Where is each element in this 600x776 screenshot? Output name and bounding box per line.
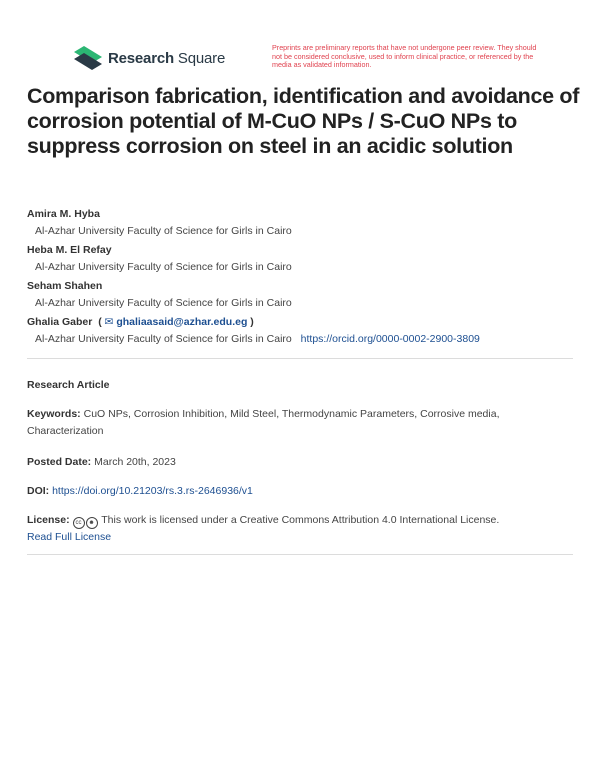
article-type: Research Article	[27, 379, 110, 391]
author-list	[27, 206, 577, 350]
logo-text: Research Square	[108, 49, 226, 67]
doi-label: DOI:	[27, 485, 50, 497]
author-email-link[interactable]: ghaliaasaid@azhar.edu.eg	[116, 316, 248, 328]
divider	[27, 358, 573, 359]
cc-by-icon: ☻	[86, 517, 98, 529]
keywords-label: Keywords:	[27, 408, 81, 420]
header	[74, 44, 544, 80]
keywords-value: CuO NPs, Corrosion Inhibition, Mild Steel, Thermodynamic Parameters, Corrosive media, Characterization	[27, 408, 500, 437]
posted-date	[27, 454, 577, 471]
license-text: This work is licensed under a Creative Commons Attribution 4.0 International License.	[101, 514, 500, 526]
author-affiliation: Al-Azhar University Faculty of Science for Girls in Cairo	[35, 297, 292, 309]
posted-date-label: Posted Date:	[27, 456, 92, 468]
author-affiliation-row	[27, 331, 577, 350]
read-full-license-link[interactable]: Read Full License	[27, 531, 112, 543]
author-affiliation: Al-Azhar University Faculty of Science for Girls in Cairo	[35, 225, 292, 237]
doi-link[interactable]: https://doi.org/10.21203/rs.3.rs-2646936/v1	[52, 485, 253, 497]
author-affiliation: Al-Azhar University Faculty of Science for Girls in Cairo	[35, 261, 292, 273]
cc-icon: cc	[73, 517, 85, 529]
research-square-logo-icon	[74, 46, 102, 70]
research-square-logo[interactable]	[74, 46, 225, 70]
license	[27, 512, 577, 546]
author-name: Heba M. El Refay	[27, 244, 112, 256]
divider	[27, 554, 573, 555]
author-affiliation: Al-Azhar University Faculty of Science for Girls in Cairo	[35, 333, 292, 345]
author-name: Amira M. Hyba	[27, 208, 100, 220]
author-name: Ghalia Gaber	[27, 316, 93, 328]
posted-date-value: March 20th, 2023	[94, 456, 176, 468]
license-label: License:	[27, 514, 70, 526]
keywords	[27, 406, 577, 440]
preprint-disclaimer: Preprints are preliminary reports that have not undergone peer review. They should not be considered conclusive, used to inform clinical practice, or referenced by the media as validated information.	[272, 43, 537, 70]
corresponding-author: Ghalia Gaber ( ✉ ghaliaasaid@azhar.edu.eg )	[27, 316, 254, 328]
mail-icon: ✉	[104, 316, 114, 328]
doi	[27, 483, 577, 500]
orcid-link[interactable]: https://orcid.org/0000-0002-2900-3809	[300, 333, 480, 345]
author-name: Seham Shahen	[27, 280, 103, 292]
paper-title: Comparison fabrication, identification and avoidance of corrosion potential of M-CuO NPs / S-CuO NPs to suppress corrosion on steel in an acidic solution	[27, 84, 580, 158]
